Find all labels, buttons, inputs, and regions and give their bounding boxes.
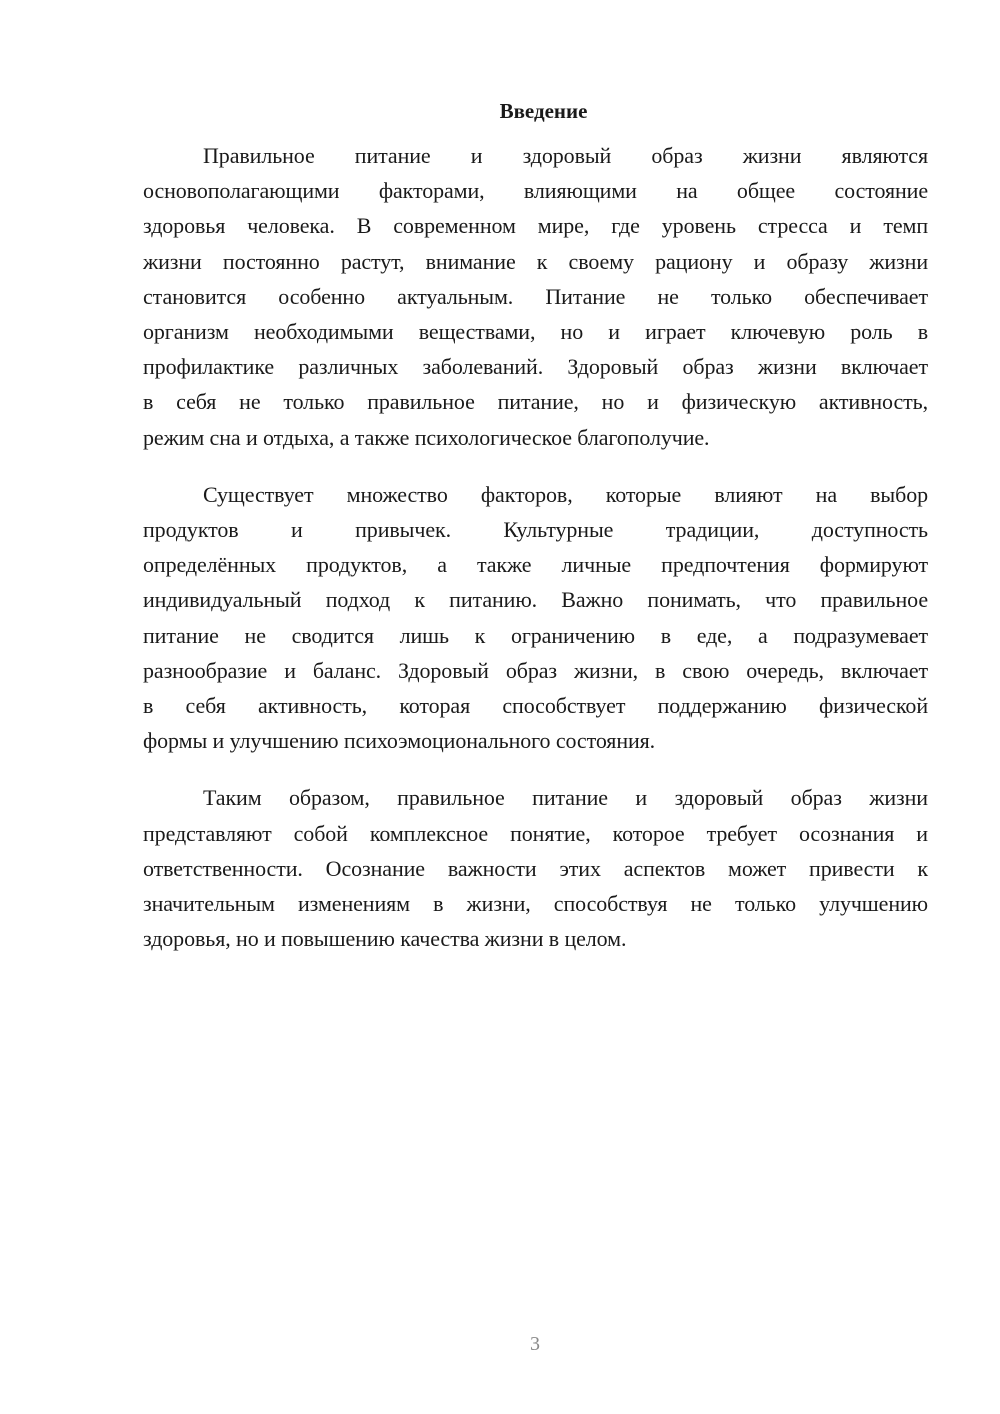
text-line: Таким образом, правильное питание и здоровый образ жизни	[203, 785, 928, 811]
text-line: жизни постоянно растут, внимание к своему рациону и образу жизни	[143, 248, 928, 274]
text-line: индивидуальный подход к питанию. Важно понимать, что правильное	[143, 587, 928, 613]
text-line: представляют собой комплексное понятие, которое требует осознания и	[143, 820, 928, 846]
text-line: здоровья человека. В современном мире, где уровень стресса и темп	[143, 213, 928, 239]
text-line: разнообразие и баланс. Здоровый образ жизни, в свою очередь, включает	[143, 657, 928, 683]
paragraph-1	[143, 138, 928, 455]
text-line: здоровья, но и повышению качества жизни в целом.	[143, 926, 627, 952]
section-title: Введение	[499, 99, 588, 123]
text-line: режим сна и отдыха, а также психологическое благополучие.	[143, 424, 710, 450]
text-line: организм необходимыми веществами, но и играет ключевую роль в	[143, 319, 928, 345]
text-line: ответственности. Осознание важности этих аспектов может привести к	[143, 855, 928, 881]
paragraph-2	[143, 477, 928, 759]
text-line: определённых продуктов, а также личные предпочтения формируют	[143, 552, 928, 578]
text-line: формы и улучшению психоэмоционального состояния.	[143, 728, 656, 754]
text-line: профилактике различных заболеваний. Здоровый образ жизни включает	[143, 354, 928, 380]
text-line: становится особенно актуальным. Питание не только обеспечивает	[143, 283, 928, 309]
text-line: Правильное питание и здоровый образ жизни являются	[203, 143, 928, 168]
paragraph-3	[143, 780, 928, 956]
text-line: значительным изменениям в жизни, способствуя не только улучшению	[143, 891, 928, 917]
page-number: 3	[530, 1333, 540, 1355]
text-line: основополагающими факторами, влияющими на общее состояние	[143, 178, 928, 204]
text-line: продуктов и привычек. Культурные традиции, доступность	[143, 517, 928, 543]
text-line: Существует множество факторов, которые влияют на выбор	[203, 481, 928, 507]
text-line: питание не сводится лишь к ограничению в еде, а подразумевает	[143, 622, 928, 648]
text-line: в себя не только правильное питание, но и физическую активность,	[143, 389, 928, 415]
text-line: в себя активность, которая способствует поддержанию физической	[143, 693, 928, 719]
document-page	[143, 96, 928, 978]
